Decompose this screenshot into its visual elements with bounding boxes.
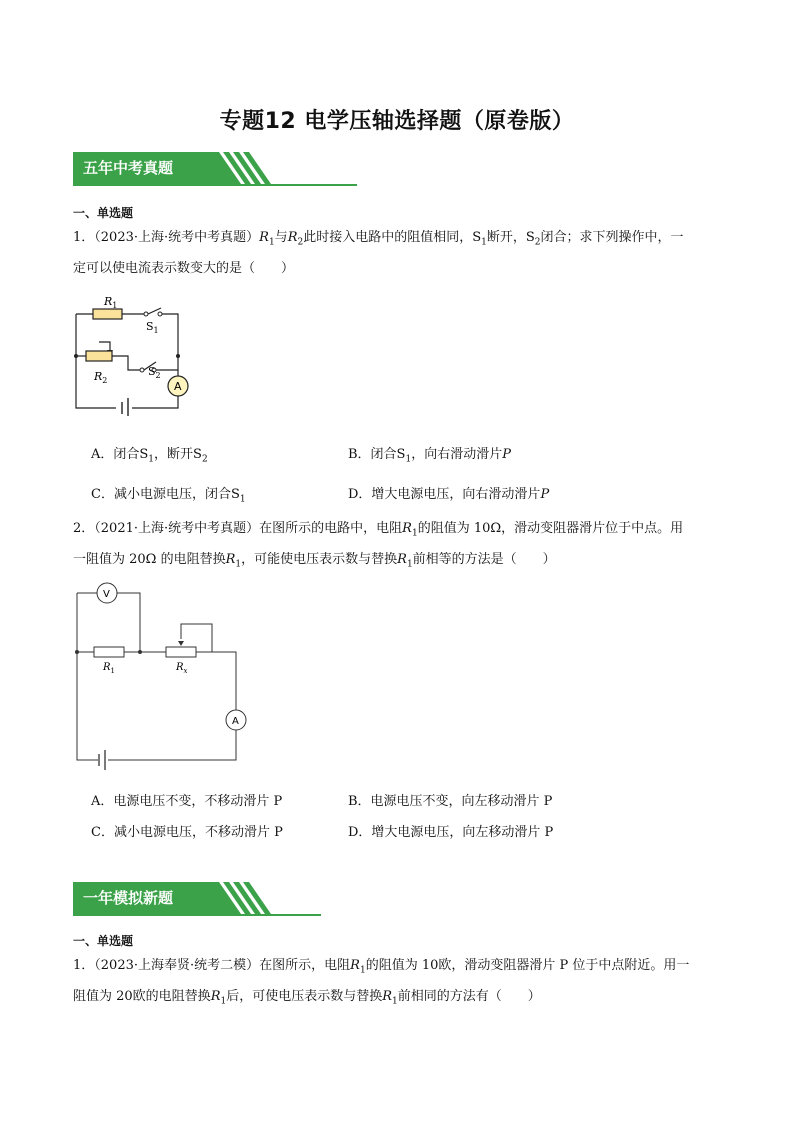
question-type-label: 一、单选题 <box>73 934 134 948</box>
subscript: 1 <box>359 965 366 976</box>
mock-question-1-line-2 <box>73 984 733 1015</box>
question-1-line-2: 定可以使电流表示数变大的是（ ） <box>73 260 295 276</box>
label-s2-sub: 2 <box>155 371 161 380</box>
subscript: 1 <box>406 559 413 570</box>
banner-underline <box>73 914 321 916</box>
rheostat-rx <box>166 647 196 657</box>
section-banner-exam <box>73 152 357 188</box>
svg-text:R1 <box>102 662 115 675</box>
question-number: 1． <box>73 958 95 973</box>
label-r1-sub: 1 <box>110 667 115 675</box>
option-d[interactable]: D．增大电源电压，向左移动滑片 P <box>348 825 554 840</box>
text-run: 在图所示的电路中，电阻 <box>259 521 403 536</box>
circuit-diagram-2 <box>70 578 250 776</box>
subscript: 1 <box>481 237 487 248</box>
question-1 <box>73 225 733 281</box>
question-2-line-1 <box>73 516 733 547</box>
symbol-r: R <box>259 230 269 245</box>
text-run: 的阻值为 10Ω，滑动变阻器滑片位于中点。用 <box>417 521 684 536</box>
subscript: 1 <box>392 996 398 1007</box>
text-run: ，可能使电压表示数与替换 <box>241 551 398 567</box>
subscript: 1 <box>411 528 418 539</box>
option-c[interactable]: C．减小电源电压，不移动滑片 P <box>91 825 283 840</box>
label-r1: R <box>104 295 113 308</box>
question-number: 2． <box>73 521 95 536</box>
option-text: ，断开S <box>154 447 202 462</box>
symbol-r: R <box>402 521 412 536</box>
text-run: 闭合；求下列操作中，一 <box>540 230 684 245</box>
subscript: 1 <box>148 454 155 465</box>
page-title: 专题12 电学压轴选择题（原卷版） <box>219 109 575 134</box>
svg-text:Rx <box>175 662 188 675</box>
subscript: 1 <box>239 494 246 505</box>
symbol-r: R <box>397 551 407 567</box>
text-run: 与 <box>274 230 288 245</box>
option-text: B．闭合S <box>348 447 406 462</box>
text-run: 的阻值为 10欧，滑动变阻器滑片 P 位于中点附近。用一 <box>365 958 690 973</box>
svg-text:S2 <box>148 365 161 380</box>
svg-text:S1 <box>146 320 159 335</box>
label-rx-sub: x <box>183 667 188 675</box>
option-text: D．增大电源电压，向右滑动滑片 <box>348 487 541 502</box>
label-s2: S <box>148 365 156 378</box>
question-source: （2023·上海奉贤·统考二模） <box>94 958 260 973</box>
subscript: 1 <box>220 996 227 1007</box>
label-rx: R <box>176 662 184 673</box>
text-run: 在图所示，电阻 <box>259 958 351 973</box>
subscript: 1 <box>405 454 412 465</box>
option-text: A．闭合S <box>91 447 149 462</box>
subscript: 2 <box>297 237 304 248</box>
mock-question-1-line-1 <box>73 953 733 984</box>
option-d[interactable] <box>348 483 549 502</box>
circuit-diagram-1 <box>66 288 196 416</box>
svg-text:R1 <box>103 295 117 310</box>
label-r2-sub: 2 <box>102 376 108 385</box>
text-run: 前相同的方法有（ ） <box>397 988 541 1004</box>
option-c[interactable] <box>91 483 246 505</box>
resistor-r1 <box>93 309 122 319</box>
subscript: 1 <box>235 559 242 570</box>
banner-stripes-icon <box>209 882 329 916</box>
text-run: 前相等的方法是（ ） <box>412 551 556 567</box>
subscript: 1 <box>268 237 275 248</box>
banner-underline <box>73 184 357 186</box>
label-r2: R <box>94 370 103 383</box>
symbol-p: P <box>502 447 511 462</box>
symbol-r: R <box>210 988 221 1004</box>
banner-label: 一年模拟新题 <box>83 889 174 907</box>
symbol-p: P <box>540 487 550 502</box>
option-a[interactable]: A．电源电压不变，不移动滑片 P <box>91 794 283 809</box>
svg-text:R2 <box>93 370 107 385</box>
text-run: 断开，S <box>486 230 535 245</box>
label-s1-sub: 1 <box>153 326 159 335</box>
banner-stripes-icon <box>209 152 329 186</box>
voltmeter-label: V <box>103 589 110 600</box>
subscript: 2 <box>201 454 208 465</box>
symbol-r: R <box>287 230 298 245</box>
resistor-r2 <box>86 351 112 361</box>
banner-box <box>73 882 211 914</box>
option-b[interactable]: B．电源电压不变，向左移动滑片 P <box>348 794 553 809</box>
option-a[interactable] <box>91 443 208 465</box>
banner-box <box>73 152 211 184</box>
symbol-r: R <box>350 958 360 973</box>
question-2 <box>73 516 733 577</box>
text-run: 阻值为 20欧的电阻替换 <box>73 988 211 1004</box>
question-1-line-1 <box>73 225 733 256</box>
text-run: 一阻值为 20Ω 的电阻替换 <box>73 551 226 567</box>
symbol-r: R <box>225 551 236 567</box>
option-b[interactable] <box>348 443 511 465</box>
subscript: 2 <box>534 237 541 248</box>
question-source: （2021·上海·统考中考真题） <box>94 521 260 536</box>
label-r1: R <box>103 662 111 673</box>
mock-question-1 <box>73 953 733 1014</box>
question-number: 1． <box>73 230 95 245</box>
label-r1-sub: 1 <box>112 301 118 310</box>
question-2-line-2 <box>73 547 733 578</box>
label-s1: S <box>146 320 154 333</box>
ammeter-label: A <box>232 716 239 727</box>
question-type-label: 一、单选题 <box>73 206 134 220</box>
symbol-r: R <box>382 988 393 1004</box>
text-run: 后，可使电压表示数与替换 <box>226 988 383 1004</box>
text-run: 此时接入电路中的阻值相同，S <box>303 230 482 245</box>
question-source: （2023·上海·统考中考真题） <box>94 230 260 245</box>
banner-label: 五年中考真题 <box>83 159 174 177</box>
option-text: ，向右滑动滑片 <box>411 447 503 462</box>
ammeter-label: A <box>174 380 182 393</box>
resistor-r1 <box>94 647 124 657</box>
option-text: C．减小电源电压，闭合S <box>91 487 240 502</box>
section-banner-mock <box>73 882 357 918</box>
